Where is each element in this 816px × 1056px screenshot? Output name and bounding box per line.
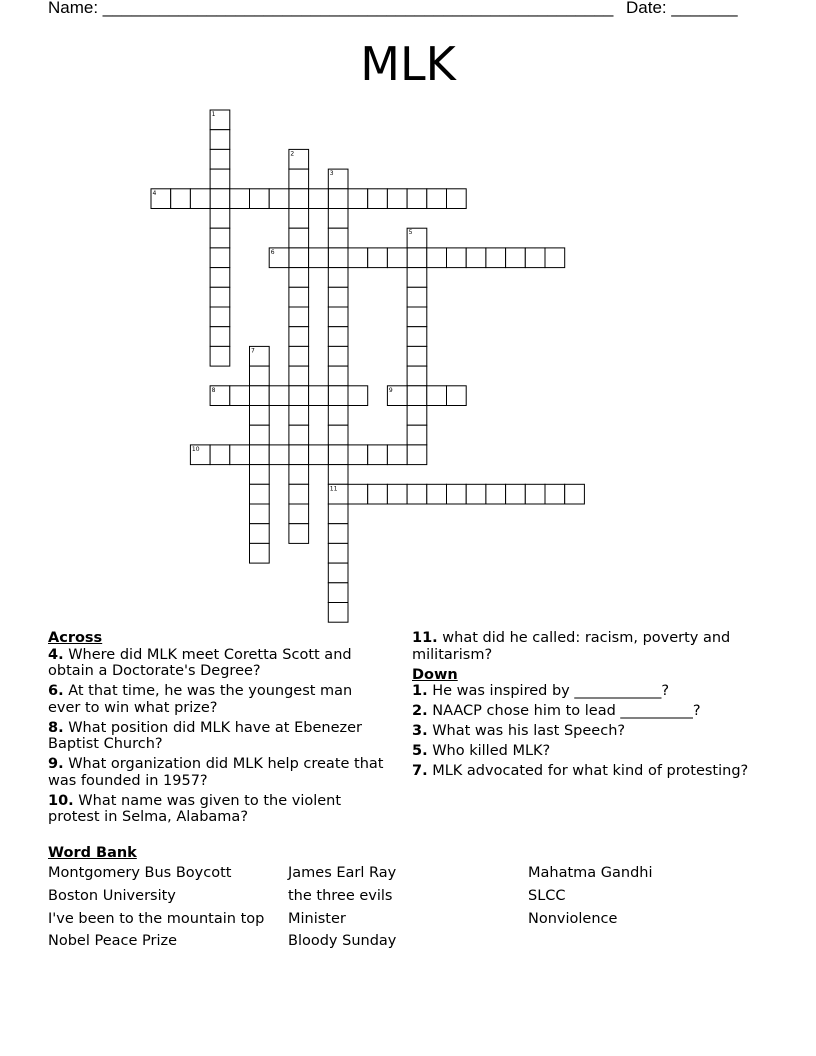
- crossword-cell[interactable]: [387, 189, 407, 209]
- crossword-cell[interactable]: [407, 406, 427, 426]
- crossword-cell[interactable]: [368, 189, 388, 209]
- crossword-cell[interactable]: [289, 504, 309, 524]
- clues-right-column: [412, 630, 762, 783]
- crossword-cell[interactable]: [210, 287, 230, 307]
- crossword-cell[interactable]: [328, 603, 348, 623]
- clue-across-9: [48, 756, 388, 789]
- clue-across-8: [48, 720, 388, 753]
- crossword-cell[interactable]: [328, 209, 348, 229]
- crossword-cell[interactable]: [210, 346, 230, 366]
- crossword-cell[interactable]: [407, 386, 427, 406]
- crossword-clue-number: 11: [329, 485, 338, 493]
- clue-number: 2.: [412, 703, 428, 719]
- crossword-cell[interactable]: [407, 445, 427, 465]
- name-field[interactable]: Name: ______________________________________________________: [48, 0, 614, 17]
- clue-text: What was his last Speech?: [432, 723, 626, 739]
- crossword-cell[interactable]: [269, 386, 289, 406]
- clue-across-4: [48, 647, 388, 680]
- crossword-cell[interactable]: [545, 484, 565, 504]
- crossword-cell[interactable]: [506, 248, 526, 268]
- crossword-cell[interactable]: [210, 130, 230, 150]
- crossword-cell[interactable]: [328, 189, 348, 209]
- crossword-cell[interactable]: [407, 366, 427, 386]
- crossword-cell[interactable]: [289, 169, 309, 189]
- crossword-cell[interactable]: [407, 425, 427, 445]
- crossword-cell[interactable]: [289, 386, 309, 406]
- clue-number: 7.: [412, 763, 428, 779]
- crossword-cell[interactable]: [447, 248, 467, 268]
- crossword-cell[interactable]: [328, 248, 348, 268]
- clue-text: what did he called: racism, poverty and militarism?: [412, 630, 731, 663]
- crossword-cell[interactable]: [348, 248, 368, 268]
- crossword-cell[interactable]: [289, 149, 309, 169]
- crossword-cell[interactable]: [289, 268, 309, 288]
- crossword-cell[interactable]: [525, 248, 545, 268]
- crossword-cell[interactable]: [309, 248, 329, 268]
- crossword-cell[interactable]: [447, 484, 467, 504]
- crossword-cell[interactable]: [269, 248, 289, 268]
- crossword-cell[interactable]: [328, 543, 348, 563]
- crossword-cell[interactable]: [328, 169, 348, 189]
- crossword-cell[interactable]: [427, 386, 447, 406]
- word-bank-heading: Word Bank: [48, 845, 137, 861]
- crossword-cell[interactable]: [210, 307, 230, 327]
- crossword-cell[interactable]: [368, 445, 388, 465]
- crossword-cell[interactable]: [210, 189, 230, 209]
- crossword-cell[interactable]: [328, 563, 348, 583]
- crossword-cell[interactable]: [250, 543, 270, 563]
- crossword-cell[interactable]: [328, 307, 348, 327]
- crossword-cell[interactable]: [328, 445, 348, 465]
- crossword-cell[interactable]: [328, 327, 348, 347]
- crossword-cell[interactable]: [289, 287, 309, 307]
- crossword-cell[interactable]: [230, 386, 250, 406]
- crossword-cell[interactable]: [348, 445, 368, 465]
- clue-text: At that time, he was the youngest man ever to win what prize?: [48, 683, 353, 716]
- crossword-cell[interactable]: [348, 189, 368, 209]
- crossword-cell[interactable]: [309, 189, 329, 209]
- crossword-cell[interactable]: [289, 465, 309, 485]
- word-bank-item: SLCC: [528, 888, 566, 904]
- crossword-cell[interactable]: [289, 484, 309, 504]
- clue-number: 9.: [48, 756, 64, 772]
- crossword-cell[interactable]: [328, 228, 348, 248]
- crossword-cell[interactable]: [190, 189, 210, 209]
- crossword-cell[interactable]: [466, 248, 486, 268]
- clue-text: Who killed MLK?: [432, 743, 551, 759]
- clue-number: 1.: [412, 683, 428, 699]
- clue-text: What position did MLK have at Ebenezer Baptist Church?: [48, 719, 362, 752]
- crossword-cell[interactable]: [525, 484, 545, 504]
- date-field[interactable]: Date: _______: [626, 0, 738, 17]
- crossword-cell[interactable]: [407, 268, 427, 288]
- crossword-cell[interactable]: [289, 406, 309, 426]
- word-bank-item: Montgomery Bus Boycott: [48, 865, 232, 881]
- crossword-cell[interactable]: [407, 346, 427, 366]
- crossword-cell[interactable]: [250, 484, 270, 504]
- clue-number: 10.: [48, 792, 74, 809]
- crossword-cell[interactable]: [368, 248, 388, 268]
- crossword-cell[interactable]: [407, 484, 427, 504]
- word-bank-item: Nonviolence: [528, 911, 618, 927]
- clue-down-2: [412, 703, 762, 720]
- crossword-cell[interactable]: [328, 366, 348, 386]
- crossword-cell[interactable]: [190, 445, 210, 465]
- crossword-cell[interactable]: [328, 425, 348, 445]
- crossword-clue-number: 9: [388, 386, 393, 394]
- clue-down-3: [412, 723, 762, 740]
- crossword-cell[interactable]: [210, 248, 230, 268]
- word-bank-item: I've been to the mountain top: [48, 911, 265, 927]
- crossword-cell[interactable]: [407, 228, 427, 248]
- crossword-cell[interactable]: [210, 149, 230, 169]
- crossword-cell[interactable]: [328, 465, 348, 485]
- crossword-cell[interactable]: [210, 386, 230, 406]
- page-title: MLK: [360, 37, 456, 91]
- crossword-clue-number: 8: [211, 386, 216, 394]
- crossword-cell[interactable]: [250, 366, 270, 386]
- crossword-cell[interactable]: [348, 386, 368, 406]
- crossword-cell[interactable]: [407, 307, 427, 327]
- crossword-cell[interactable]: [289, 445, 309, 465]
- crossword-cell[interactable]: [250, 445, 270, 465]
- crossword-cell[interactable]: [210, 169, 230, 189]
- crossword-cell[interactable]: [328, 484, 348, 504]
- crossword-cell[interactable]: [486, 484, 506, 504]
- crossword-cell[interactable]: [289, 425, 309, 445]
- clue-text: He was inspired by ____________?: [432, 683, 670, 699]
- crossword-cell[interactable]: [506, 484, 526, 504]
- crossword-cell[interactable]: [328, 583, 348, 603]
- crossword-cell[interactable]: [151, 189, 171, 209]
- crossword-cell[interactable]: [387, 445, 407, 465]
- word-bank-item: the three evils: [288, 888, 393, 904]
- clue-number: 8.: [48, 719, 64, 736]
- crossword-clue-number: 2: [290, 150, 295, 158]
- crossword-cell[interactable]: [427, 248, 447, 268]
- crossword-cell[interactable]: [328, 504, 348, 524]
- clue-number: 3.: [412, 723, 428, 739]
- clue-across-6: [48, 683, 388, 716]
- crossword-clue-number: 5: [408, 229, 413, 237]
- clue-text: What name was given to the violent protest in Selma, Alabama?: [48, 792, 342, 825]
- crossword-cell[interactable]: [387, 484, 407, 504]
- crossword-cell[interactable]: [289, 209, 309, 229]
- crossword-cell[interactable]: [210, 110, 230, 130]
- crossword-clue-number: 6: [270, 248, 275, 256]
- crossword-cell[interactable]: [269, 189, 289, 209]
- crossword-cell[interactable]: [348, 484, 368, 504]
- crossword-clue-number: 7: [251, 347, 255, 355]
- word-bank-item: Mahatma Gandhi: [528, 865, 653, 881]
- clue-down-5: [412, 743, 762, 760]
- crossword-cell[interactable]: [210, 445, 230, 465]
- crossword-cell[interactable]: [210, 228, 230, 248]
- crossword-cell[interactable]: [565, 484, 585, 504]
- crossword-cell[interactable]: [171, 189, 191, 209]
- crossword-cell[interactable]: [250, 406, 270, 426]
- crossword-clue-number: 1: [211, 111, 216, 118]
- crossword-cell[interactable]: [368, 484, 388, 504]
- word-bank-list: [48, 865, 768, 965]
- word-bank: [48, 845, 768, 965]
- word-bank-item: Bloody Sunday: [288, 933, 397, 949]
- crossword-cell[interactable]: [289, 307, 309, 327]
- clue-number: 4.: [48, 646, 64, 663]
- clue-number: 11.: [412, 630, 438, 646]
- clue-text: Where did MLK meet Coretta Scott and obtain a Doctorate's Degree?: [48, 646, 352, 679]
- clue-number: 6.: [48, 683, 64, 699]
- crossword-cell[interactable]: [328, 524, 348, 544]
- across-heading: Across: [48, 630, 103, 646]
- crossword-cell[interactable]: [328, 346, 348, 366]
- crossword-cell[interactable]: [250, 524, 270, 544]
- word-bank-item: Minister: [288, 911, 346, 927]
- clue-text: What organization did MLK help create that was founded in 1957?: [48, 756, 384, 789]
- crossword-cell[interactable]: [230, 189, 250, 209]
- clue-down-7: [412, 763, 762, 780]
- crossword-cell[interactable]: [250, 346, 270, 366]
- crossword-cell[interactable]: [250, 386, 270, 406]
- crossword-cell[interactable]: [447, 386, 467, 406]
- crossword-cell[interactable]: [407, 248, 427, 268]
- crossword-cell[interactable]: [328, 386, 348, 406]
- clues-left-column: [48, 630, 388, 829]
- crossword-cell[interactable]: [328, 287, 348, 307]
- crossword-cell[interactable]: [309, 386, 329, 406]
- clue-across-10: [48, 793, 388, 826]
- word-bank-item: Nobel Peace Prize: [48, 933, 178, 949]
- crossword-cell[interactable]: [250, 504, 270, 524]
- crossword-cell[interactable]: [210, 209, 230, 229]
- crossword-cell[interactable]: [289, 346, 309, 366]
- crossword-cell[interactable]: [210, 268, 230, 288]
- crossword-cell[interactable]: [427, 189, 447, 209]
- crossword-clue-number: 10: [191, 445, 200, 453]
- crossword-cell[interactable]: [427, 484, 447, 504]
- crossword-clue-number: 4: [152, 189, 157, 197]
- word-bank-item: James Earl Ray: [288, 865, 397, 881]
- clue-text: MLK advocated for what kind of protesting?: [432, 763, 749, 779]
- crossword-cell[interactable]: [486, 248, 506, 268]
- crossword-cell[interactable]: [328, 406, 348, 426]
- crossword-cell[interactable]: [387, 386, 407, 406]
- crossword-cell[interactable]: [545, 248, 565, 268]
- crossword-clue-number: 3: [329, 170, 334, 178]
- word-bank-item: Boston University: [48, 888, 176, 904]
- crossword-cell[interactable]: [269, 445, 289, 465]
- down-heading: Down: [412, 666, 458, 683]
- crossword-cell[interactable]: [289, 327, 309, 347]
- crossword-cell[interactable]: [289, 189, 309, 209]
- crossword-cell[interactable]: [289, 248, 309, 268]
- crossword-cell[interactable]: [447, 189, 467, 209]
- clue-down-1: [412, 683, 762, 700]
- crossword-cell[interactable]: [210, 327, 230, 347]
- crossword-cell[interactable]: [250, 189, 270, 209]
- crossword-cell[interactable]: [328, 268, 348, 288]
- crossword-cell[interactable]: [387, 248, 407, 268]
- name-date-header: [48, 0, 748, 20]
- crossword-cell[interactable]: [309, 445, 329, 465]
- crossword-cell[interactable]: [407, 189, 427, 209]
- clue-number: 5.: [412, 743, 428, 759]
- clue-text: NAACP chose him to lead __________?: [432, 703, 701, 719]
- crossword-cell[interactable]: [289, 228, 309, 248]
- crossword-cell[interactable]: [407, 327, 427, 347]
- crossword-cell[interactable]: [250, 425, 270, 445]
- crossword-cell[interactable]: [466, 484, 486, 504]
- crossword-cell[interactable]: [407, 287, 427, 307]
- crossword-cell[interactable]: [230, 445, 250, 465]
- clue-across-11: [412, 630, 762, 663]
- crossword-cell[interactable]: [289, 366, 309, 386]
- crossword-cell[interactable]: [289, 524, 309, 544]
- crossword-cell[interactable]: [250, 465, 270, 485]
